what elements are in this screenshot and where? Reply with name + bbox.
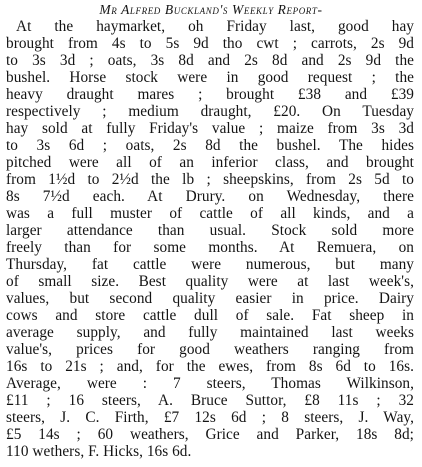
report-line: 110 wethers, F. Hicks, 16s 6d. [6, 443, 192, 460]
report-line: value's, prices for good weathers ranging from [6, 341, 414, 358]
report-line: respectively ; medium draught, £20. On Tuesday [6, 103, 414, 120]
report-line: Average, were : 7 steers, Thomas Wilkinson, [6, 375, 414, 392]
report-line: 8s 7½d each. At Drury. on Wednesday, there [6, 188, 414, 205]
report-line: £5 14s ; 60 weathers, Grice and Parker, 18s 8d; [6, 426, 414, 443]
report-line: steers, J. C. Firth, £7 12s 6d ; 8 steers, J. Way, [6, 409, 414, 426]
report-line: freely than for some months. At Remuera, on [6, 239, 414, 256]
report-line: £11 ; 16 steers, A. Bruce Suttor, £8 11s ; 32 [6, 392, 414, 409]
report-line: bushel. Horse stock were in good request ; the [6, 69, 414, 86]
report-line: brought from 4s to 5s 9d tho cwt ; carrots, 2s 9d [6, 35, 414, 52]
report-line: hay sold at fully Friday's value ; maize from 3s 3d [6, 120, 414, 137]
report-line: 16s to 21s ; and, for the ewes, from 8s 6d to 16s. [6, 358, 414, 375]
report-heading: Mr Alfred Buckland's Weekly Report- [99, 2, 323, 17]
report-line: from 1½d to 2½d the lb ; sheepskins, from 2s 5d to [6, 171, 414, 188]
report-line: was a full muster of cattle of all kinds, and a [6, 205, 414, 222]
report-line: values, but second quality easier in price. Dairy [6, 290, 414, 307]
report-line: average supply, and fully maintained last weeks [6, 324, 414, 341]
report-line: larger attendance than usual. Stock sold more [6, 222, 414, 239]
report-line: heavy draught mares ; brought £38 and £39 [6, 86, 414, 103]
report-line: to 3s 3d ; oats, 3s 8d and 2s 8d and 2s 9d the [6, 52, 414, 69]
report-line: pitched were all of an inferior class, and brought [6, 154, 414, 171]
report-line: Thursday, fat cattle were numerous, but many [6, 256, 414, 273]
report-line: of small size. Best quality were at last week's, [6, 273, 414, 290]
report-line: cows and store cattle dull of sale. Fat sheep in [6, 307, 414, 324]
report-line: At the haymarket, oh Friday last, good hay [16, 18, 414, 35]
report-line: to 3s 6d ; oats, 2s 8d the bushel. The hides [6, 137, 414, 154]
